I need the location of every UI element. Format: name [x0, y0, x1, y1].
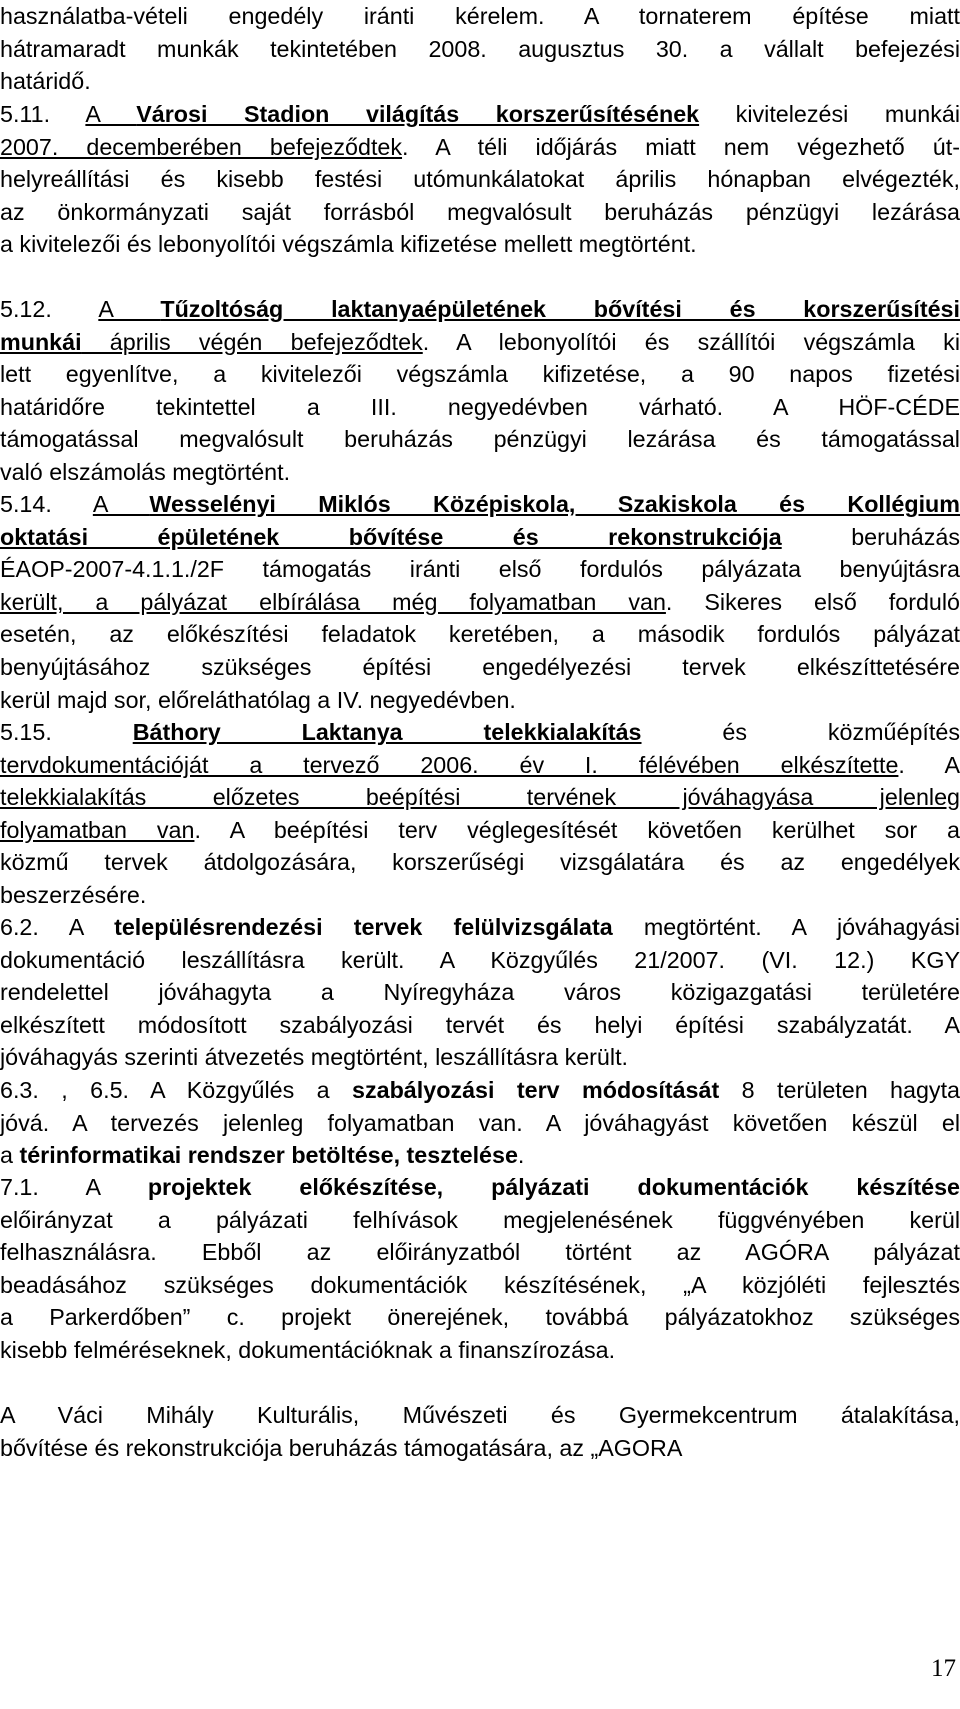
text-line	[0, 0, 960, 33]
text-line	[0, 456, 960, 489]
text-segment: 5.12.	[0, 296, 99, 322]
text-segment: felhasználásra. Ebből az előirányzatból történt az AGÓRA pályázat	[0, 1239, 960, 1266]
paragraph-5-12	[0, 293, 960, 489]
text-segment: A	[85, 101, 137, 127]
text-line	[0, 911, 960, 944]
text-segment: településrendezési tervek felülvizsgálata	[114, 914, 613, 940]
text-segment: és közműépítés	[641, 719, 960, 745]
text-line	[0, 749, 960, 782]
text-line	[0, 976, 960, 1009]
text-segment: 5.11.	[0, 101, 86, 127]
text-segment: használatba-vételi engedély iránti kérelem. A tornaterem építése miatt	[0, 3, 960, 29]
text-segment: dokumentáció leszállításra került. A Közgyűlés 21/2007. (VI. 12.) KGY	[0, 946, 960, 973]
paragraph-5-15	[0, 716, 960, 912]
text-line	[0, 163, 960, 196]
text-segment: határidő.	[0, 68, 91, 95]
text-segment: jóváhagyás szerinti átvezetés megtörtént, leszállításra került.	[0, 1044, 629, 1071]
text-line	[0, 1074, 960, 1107]
text-line	[0, 618, 960, 651]
text-line	[0, 1041, 960, 1074]
paragraph-6-2	[0, 911, 960, 1074]
text-segment: a	[0, 1142, 20, 1169]
text-segment: jóvá. A tervezés jelenleg folyamatban van. A jóváhagyást követően készül el	[0, 1109, 960, 1136]
text-segment: április végén befejeződtek	[81, 328, 423, 355]
text-segment: határidőre tekintettel a III. negyedévben várható. A HÖF-CÉDE	[0, 393, 960, 420]
text-line	[0, 33, 960, 66]
paragraph-5-11	[0, 98, 960, 261]
text-segment: Tűzoltóság laktanyaépületének bővítési és korszerűsítési	[160, 296, 960, 322]
text-segment: közmű tervek átdolgozására, korszerűségi vizsgálatára és az engedélyek	[0, 849, 960, 876]
text-line	[0, 1107, 960, 1140]
text-segment: folyamatban van	[0, 816, 195, 843]
text-segment: Városi Stadion világítás korszerűsítésének	[136, 101, 700, 127]
text-segment: Wesselényi Miklós Középiskola, Szakiskola és Kollégium	[149, 491, 960, 517]
text-line	[0, 1009, 960, 1042]
text-line	[0, 358, 960, 391]
text-segment: előirányzat a pályázati felhívások megjelenésének függvényében kerül	[0, 1206, 960, 1233]
text-segment: munkái	[0, 328, 82, 355]
text-segment: Báthory Laktanya telekkialakítás	[132, 719, 642, 745]
paragraph-6-3	[0, 1074, 960, 1172]
text-segment: bővítése és rekonstrukciója beruházás támogatására, az „AGORA	[0, 1434, 683, 1461]
text-line	[0, 1334, 960, 1367]
text-line	[0, 651, 960, 684]
text-segment: 7.1. A	[0, 1174, 148, 1200]
text-line	[0, 391, 960, 424]
page-number: 17	[931, 1655, 956, 1682]
text-line	[0, 228, 960, 261]
text-segment: szabályozási terv módosítását	[352, 1077, 720, 1103]
text-segment: lett egyenlítve, a kivitelezői végszámla kifizetése, a 90 napos fizetési	[0, 361, 960, 388]
text-line	[0, 781, 960, 814]
text-segment: telekkialakítás előzetes beépítési tervének jóváhagyása jelenleg	[0, 784, 960, 811]
text-line	[0, 846, 960, 879]
text-line	[0, 553, 960, 586]
text-segment: 8 területen hagyta	[719, 1077, 960, 1103]
text-line	[0, 1139, 960, 1172]
text-line	[0, 423, 960, 456]
text-segment: hátramaradt munkák tekintetében 2008. augusztus 30. a vállalt befejezési	[0, 35, 960, 62]
text-segment: a Parkerdőben” c. projekt önerejének, továbbá pályázatokhoz szükséges	[0, 1304, 960, 1331]
text-segment: benyújtásához szükséges építési engedélyezési tervek elkészíttetésére	[0, 653, 960, 680]
text-segment: . A beépítési terv véglegesítését követően kerülhet sor a	[194, 816, 960, 843]
text-segment: oktatási épületének bővítése és rekonstrukciója	[0, 523, 782, 550]
text-segment: . A téli időjárás miatt nem végezhető út-	[402, 133, 960, 160]
text-line	[0, 944, 960, 977]
text-segment: A Váci Mihály Kulturális, Művészeti és Gyermekcentrum átalakítása,	[0, 1402, 960, 1429]
text-segment: beruházás	[781, 523, 960, 550]
text-segment: a kivitelezői és lebonyolítói végszámla kifizetése mellett megtörtént.	[0, 231, 697, 258]
text-segment: való elszámolás megtörtént.	[0, 458, 291, 485]
text-line	[0, 1269, 960, 1302]
text-segment: támogatással megvalósult beruházás pénzügyi lezárása és támogatással	[0, 426, 960, 453]
text-line	[0, 131, 960, 164]
text-segment: tervdokumentációját a tervező 2006. év I. félévében elkészítette	[0, 751, 899, 778]
text-line	[0, 326, 960, 359]
text-segment: kivitelezési munkái	[699, 101, 960, 127]
text-segment: kerül majd sor, előreláthatólag a IV. negyedévben.	[0, 686, 516, 713]
text-segment: 5.14.	[0, 491, 93, 517]
text-segment: ÉAOP-2007-4.1.1./2F támogatás iránti első fordulós pályázata benyújtásra	[0, 556, 960, 583]
text-line	[0, 521, 960, 554]
text-segment: projektek előkészítése, pályázati dokumentációk készítése	[147, 1174, 960, 1200]
paragraph-vaci	[0, 1399, 960, 1464]
text-line	[0, 65, 960, 98]
text-line	[0, 814, 960, 847]
text-line	[0, 488, 960, 521]
text-line	[0, 98, 960, 131]
text-segment: 6.3. , 6.5. A Közgyűlés a	[0, 1077, 353, 1103]
text-segment: . A	[898, 751, 960, 778]
text-line	[0, 716, 960, 749]
text-segment: térinformatikai rendszer betöltése, tesztelése	[19, 1142, 518, 1169]
text-line	[0, 1236, 960, 1269]
text-segment: beadásához szükséges dokumentációk készítésének, „A közjóléti fejlesztés	[0, 1271, 960, 1298]
text-segment: került, a pályázat elbírálása még folyamatban van	[0, 588, 666, 615]
text-segment: 5.15.	[0, 719, 133, 745]
text-line	[0, 1171, 960, 1204]
text-segment: A	[98, 296, 161, 322]
text-line	[0, 586, 960, 619]
text-line	[0, 1301, 960, 1334]
text-segment: 6.2. A	[0, 914, 115, 940]
text-segment: rendelettel jóváhagyta a Nyíregyháza város közigazgatási területére	[0, 979, 960, 1006]
text-segment: kisebb felméréseknek, dokumentációknak a finanszírozása.	[0, 1336, 616, 1363]
text-segment: elkészített módosított szabályozási tervét és helyi építési szabályzatát. A	[0, 1011, 960, 1038]
text-segment: az önkormányzati saját forrásból megvalósult beruházás pénzügyi lezárása	[0, 198, 960, 225]
text-line	[0, 1432, 960, 1465]
text-segment: esetén, az előkészítési feladatok keretében, a második fordulós pályázat	[0, 621, 960, 648]
text-line	[0, 196, 960, 229]
text-segment: . Sikeres első forduló	[665, 588, 960, 615]
text-segment: .	[517, 1142, 525, 1169]
text-segment: beszerzésére.	[0, 881, 147, 908]
text-line	[0, 1204, 960, 1237]
text-segment: 2007. decemberében befejeződtek	[0, 133, 403, 160]
text-line	[0, 684, 960, 717]
paragraph-5-14	[0, 488, 960, 716]
text-segment: . A lebonyolítói és szállítói végszámla ki	[422, 328, 960, 355]
text-line	[0, 1399, 960, 1432]
text-line	[0, 293, 960, 326]
text-segment: helyreállítási és kisebb festési utómunkálatokat április hónapban elvégezték,	[0, 166, 960, 193]
text-segment: megtörtént. A jóváhagyási	[612, 914, 960, 940]
text-line	[0, 879, 960, 912]
text-segment: A	[92, 491, 150, 517]
paragraph-7-1	[0, 1171, 960, 1367]
paragraph-intro	[0, 0, 960, 98]
